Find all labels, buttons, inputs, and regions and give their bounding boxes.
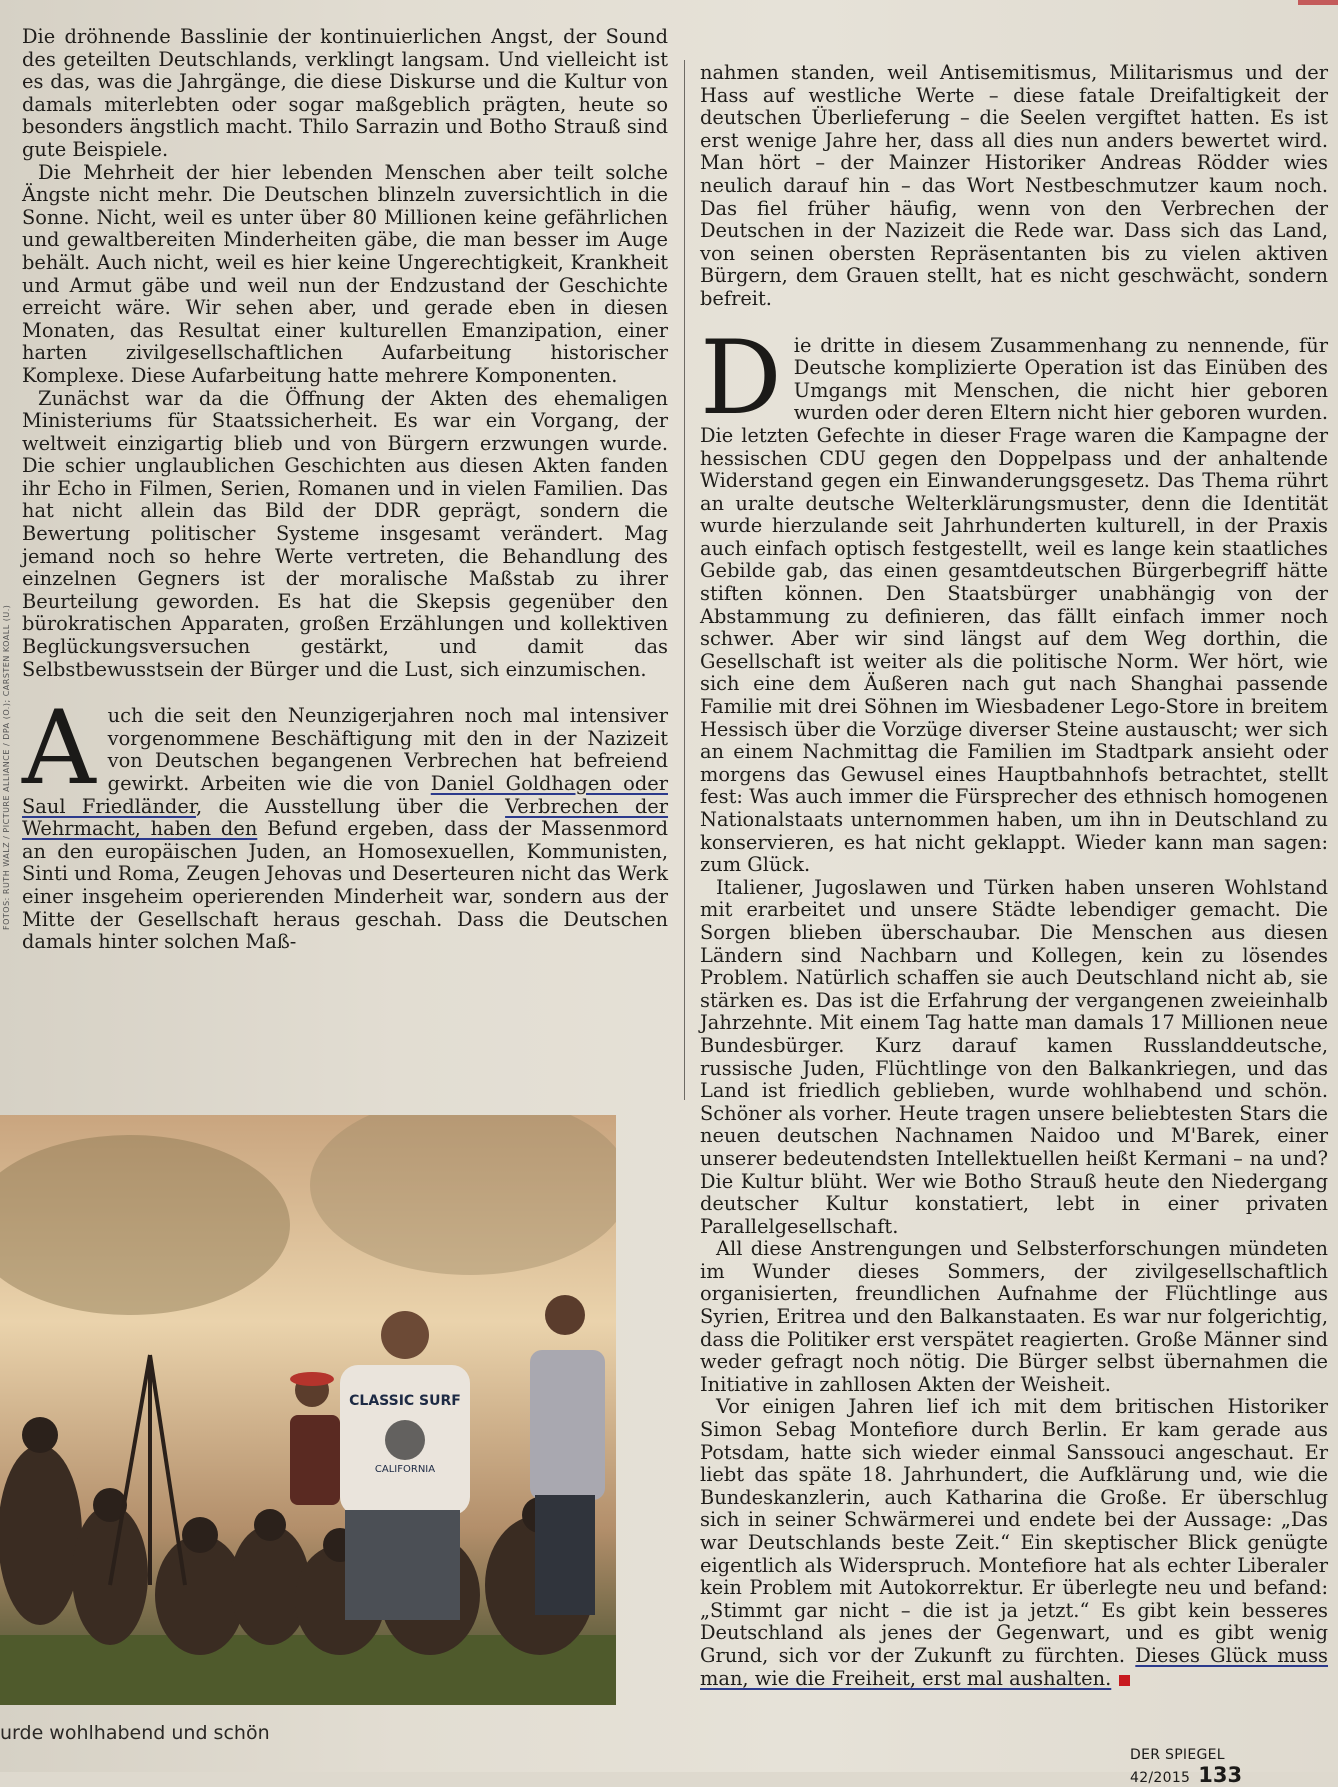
right-column xyxy=(700,62,1328,1690)
page-corner-mark xyxy=(1298,0,1338,5)
paragraph: Die dröhnende Basslinie der kontinuierlichen Angst, der Sound des geteilten Deutschlands, verklingt langsam. Und vielleicht ist es das, was die Jahrgänge, die diese Diskurse und die Kultur von damals miterlebten oder sogar maßgeblich prägten, heute so besonders ängstlich macht. Thilo Sarrazin und Botho Strauß sind gute Beispiele. xyxy=(22,25,668,161)
paragraph-dropcap-d xyxy=(700,318,1328,877)
paragraph-text: ie dritte in diesem Zusammenhang zu nennende, für Deutsche komplizierte Operation ist das Einüben des Umgangs mit Menschen, die nicht hier geboren wurden oder deren Eltern nicht hier geboren wurden. Die letzten Gefechte in dieser Frage waren die Kampagne der hessischen CDU gegen den Doppelpass und der anhaltende Widerstand gegen ein Einwanderungsgesetz. Das Thema rührt an uralte deutsche Welterklärungsmuster, denn die Identität wurde hierzulande seit Jahrhunderten kulturell, in der Praxis auch einfach optisch festgestellt, weil es lange kein staatliches Gebilde gab, das einen gesamtdeutschen Bürgerbegriff hätte stiften können. Den Staatsbürger unabhängig von der Abstammung zu definieren, das fällt einfach immer noch schwer. Aber wir sind längst auf dem Weg dorthin, die Gesellschaft ist weiter als die politische Norm. Wer hört, wie sich eine dem Äußeren nach gut nach Shanghai passende Familie mit drei Söhnen im Wiesbadener Lego-Store in breitem Hessisch über die Vorzüge diverser Steine austauscht; wer sich an einem Nachmittag die Familien im Stadtpark ansieht oder morgens das Gewusel eines Hauptbahnhofs betrachtet, stellt fest: Was auch immer die Fürsprecher des ethnisch homogenen Nationalstaats unternommen haben, um ihn in Deutschland zu konservieren, es hat nicht geklappt. Wieder kann man sagen: zum Glück. xyxy=(700,333,1328,877)
left-column xyxy=(22,26,668,954)
column-divider xyxy=(684,60,685,1100)
paragraph: Die Mehrheit der hier lebenden Menschen aber teilt solche Ängste nicht mehr. Die Deutschen blinzeln zuversichtlich in die Sonne. Nicht, weil es unter über 80 Millionen keine gefährlichen und gewaltbereiten Minderheiten gäbe, die man besser im Auge behält. Auch nicht, weil es hier keine Ungerechtigkeit, Krankheit und Armut gäbe und weil nun der Endzustand der Geschichte erreicht wäre. Wir sehen aber, und gerade eben in diesen Monaten, das Resultat einer kulturellen Emanzipation, einer harten zivilgesellschaftlichen Aufarbeitung historischer Komplexe. Diese Aufarbeitung hatte mehrere Komponenten. xyxy=(22,160,668,387)
pen-underline: Verbrechen der Wehrmacht, haben den xyxy=(22,794,669,841)
paragraph-text: Befund ergeben, dass der Massenmord an den europäischen Juden, an Homosexuellen, Kommunisten, Sinti und Roma, Zeugen Jehovas und Deserteuren nicht das Werk einer insgeheim operierenden Minderheit war, sondern aus der Mitte der Gesellschaft heraus geschah. Dass die Deutschen damals hinter solchen Maß- xyxy=(22,817,668,954)
magazine-issue: DER SPIEGEL 42/2015 xyxy=(1130,1747,1225,1786)
paragraph-text: Vor einigen Jahren lief ich mit dem britischen Historiker Simon Sebag Montefiore durch Berlin. Er kam gerade aus Potsdam, hatte sich wieder einmal Sanssouci angeschaut. Er liebt das späte 18. Jahrhundert, die Aufklärung und, wie die Bundeskanzlerin, auch Katharina die Große. Er überschlug sich in seiner Schwärmerei und endete bei der Aussage: „Das war Deutschlands beste Zeit.“ Ein skeptischer Blick genügte eigentlich als Widerspruch. Montefiore hat als echter Liberaler kein Problem mit Autokorrektur. Er überlegte neu und befand: „Stimmt gar nicht – die ist ja jetzt.“ Es gibt kein besseres Deutschland als jenes der Gegenwart, und es gibt wenig Grund, sich vor der Zukunft zu fürchten. xyxy=(700,1395,1328,1667)
paragraph-text: uch die seit den Neunzigerjahren noch mal intensiver vorgenommene Beschäftigung mit den in der Nazizeit von Deutschen begangenen Verbrechen hat befreiend gewirkt. Arbeiten wie die von xyxy=(107,704,668,795)
photo-shirt-text: CLASSIC SURF xyxy=(349,1393,461,1409)
photo-credit: FOTOS: RUTH WALZ / PICTURE ALLIANCE / DPA (O.); CARSTEN KOALL (U.) xyxy=(2,604,11,930)
drop-cap: A xyxy=(22,689,96,809)
photo-caption: urde wohlhabend und schön xyxy=(0,1722,270,1744)
end-mark-icon xyxy=(1119,1675,1130,1686)
page-footer xyxy=(1130,1744,1338,1787)
paragraph xyxy=(700,1396,1328,1690)
paragraph-text: , die Ausstellung über die xyxy=(195,794,506,818)
paragraph: Italiener, Jugoslawen und Türken haben unseren Wohlstand mit erarbeitet und unsere Städte lebendiger gemacht. Die Sorgen blieben überschaubar. Die Menschen aus diesen Ländern sind Nachbarn und Kollegen, kein zu lösendes Problem. Natürlich schaffen sie auch Deutschland nicht ab, sie stärken es. Das ist die Erfahrung der vergangenen zweieinhalb Jahrzehnte. Mit einem Tag hatte man damals 17 Millionen neue Bundesbürger. Kurz darauf kamen Russlanddeutsche, russische Juden, Flüchtlinge von den Balkankriegen, und das Land ist friedlich geblieben, wurde wohlhabend und schön. Schöner als vorher. Heute tragen unsere beliebtesten Stars die neuen deutschen Nachnamen Naidoo und M'Barek, einer unserer bedeutendsten Intellektuellen heißt Kermani – na und? Die Kultur blüht. Wer wie Botho Strauß heute den Niedergang deutscher Kultur konstatiert, lebt in einer privaten Parallelgesellschaft. xyxy=(700,875,1328,1238)
paragraph: Zunächst war da die Öffnung der Akten des ehemaligen Ministeriums für Staatssicherheit. Es war ein Vorgang, der weltweit einzigartig blieb und von Bürgern erzwungen wurde. Die schier unglaublichen Geschichten aus diesen Akten fanden ihr Echo in Filmen, Serien, Romanen und in vielen Familien. Das hat nicht allein das Bild der DDR geprägt, sondern die Bewertung politischer Systeme insgesamt verändert. Mag jemand noch so hehre Werte vertreten, die Behandlung des einzelnen Gegners ist der moralische Maßstab zu ihrer Beurteilung geworden. Es hat die Skepsis gegenüber den bürokratischen Apparaten, großen Erzählungen und kollektiven Beglückungsversuchen gestärkt, und damit das Selbstbewusstsein der Bürger und die Lust, sich einzumischen. xyxy=(22,386,668,681)
paragraph-dropcap-a xyxy=(22,689,669,954)
drop-cap: D xyxy=(700,318,782,438)
photo-crowd-sunset xyxy=(0,1115,616,1705)
photo-illustration xyxy=(0,1115,616,1705)
photo-shirt-text: CALIFORNIA xyxy=(374,1464,436,1475)
pen-underline: Daniel Goldhagen oder Saul Friedländer xyxy=(22,772,668,818)
paragraph: All diese Anstrengungen und Selbsterforschungen mündeten im Wunder dieses Sommers, der zivilgesellschaftlich organisierten, freundlichen Aufnahme der Flüchtlinge aus Syrien, Eritrea und den Balkanstaaten. Es war nur folgerichtig, dass die Politiker erst verspätet reagierten. Große Männer sind weder gefragt noch nötig. Die Bürger selbst übernahmen die Initiative in zahllosen Akten der Weisheit. xyxy=(700,1237,1328,1396)
paragraph: nahmen standen, weil Antisemitismus, Militarismus und der Hass auf westliche Werte – diese fatale Dreifaltigkeit der deutschen Überlieferung – die Seelen vergiftet hatten. Es ist erst wenige Jahre her, dass all dies nun anders bewertet wird. Man hört – der Mainzer Historiker Andreas Rödder wies neulich darauf hin – das Wort Nestbeschmutzer kaum noch. Das fiel früher häufig, wenn von den Verbrechen der Deutschen in der Nazizeit die Rede war. Dass sich das Land, von seinen obersten Repräsentanten bis zu vielen aktiven Bürgern, dem Grauen stellt, hat es nicht geschwächt, sondern befreit. xyxy=(700,61,1328,310)
page-number: 133 xyxy=(1198,1763,1243,1787)
pen-underline: Dieses Glück muss man, wie die Freiheit, erst mal aushalten. xyxy=(700,1643,1328,1690)
